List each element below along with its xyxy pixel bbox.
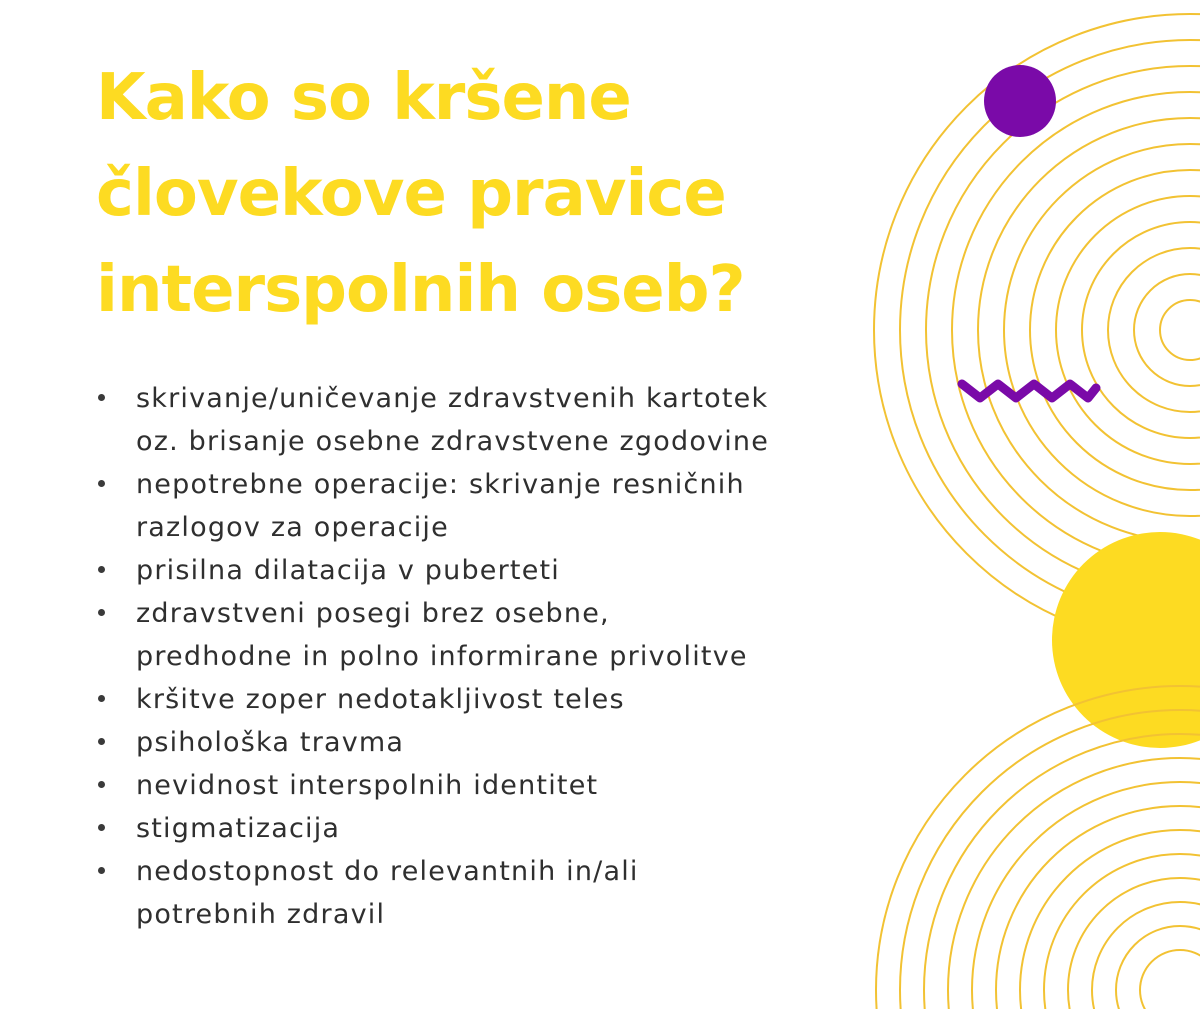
list-item bbox=[96, 592, 886, 678]
purple-dot-icon bbox=[984, 65, 1056, 137]
ring bbox=[1056, 196, 1200, 464]
list-item-text: razlogov za operacije bbox=[136, 512, 449, 543]
bullet-icon bbox=[98, 867, 105, 874]
bullet-icon bbox=[98, 394, 105, 401]
list-item-text: prisilna dilatacija v puberteti bbox=[136, 555, 560, 586]
ring bbox=[1134, 274, 1200, 386]
list-item bbox=[96, 678, 886, 721]
bullet-icon bbox=[98, 566, 105, 573]
list-item-text: nepotrebne operacije: skrivanje resničnih bbox=[136, 469, 745, 500]
page-title bbox=[96, 50, 936, 338]
list-item-text: zdravstveni posegi brez osebne, bbox=[136, 598, 610, 629]
ring bbox=[1082, 222, 1200, 438]
ring bbox=[1004, 144, 1200, 516]
list-item bbox=[96, 463, 886, 549]
list-item-text: predhodne in polno informirane privolitve bbox=[136, 641, 748, 672]
list-item-text: oz. brisanje osebne zdravstvene zgodovine bbox=[136, 426, 770, 457]
ring bbox=[1140, 950, 1200, 1009]
list-item bbox=[96, 807, 886, 850]
ring bbox=[1116, 926, 1200, 1009]
purple-zigzag-icon bbox=[962, 384, 1096, 398]
violations-list bbox=[96, 377, 886, 936]
list-item bbox=[96, 377, 886, 463]
ring bbox=[1092, 902, 1200, 1009]
list-item bbox=[96, 764, 886, 807]
ring bbox=[996, 806, 1200, 1009]
ring bbox=[978, 118, 1200, 542]
list-item-text: nevidnost interspolnih identitet bbox=[136, 770, 599, 801]
list-item-text: kršitve zoper nedotakljivost teles bbox=[136, 684, 625, 715]
ring bbox=[952, 92, 1200, 568]
bullet-icon bbox=[98, 781, 105, 788]
bullet-icon bbox=[98, 480, 105, 487]
ring bbox=[1160, 300, 1200, 360]
list-item-text: stigmatizacija bbox=[136, 813, 341, 844]
ring bbox=[1108, 248, 1200, 412]
list-item-text: skrivanje/uničevanje zdravstvenih kartotek bbox=[136, 383, 769, 414]
list-item bbox=[96, 850, 886, 936]
list-item bbox=[96, 549, 886, 592]
list-item-text: potrebnih zdravil bbox=[136, 899, 386, 930]
bullet-icon bbox=[98, 738, 105, 745]
ring bbox=[1020, 830, 1200, 1009]
title-line: Kako so kršene bbox=[96, 61, 631, 135]
ring bbox=[1068, 878, 1200, 1009]
ring bbox=[972, 782, 1200, 1009]
bullet-icon bbox=[98, 695, 105, 702]
list-item-text: psihološka travma bbox=[136, 727, 405, 758]
list-item-text: nedostopnost do relevantnih in/ali bbox=[136, 856, 639, 887]
list-item bbox=[96, 721, 886, 764]
ring bbox=[948, 758, 1200, 1009]
bullet-icon bbox=[98, 609, 105, 616]
title-line: interspolnih oseb? bbox=[96, 253, 745, 327]
title-line: človekove pravice bbox=[96, 157, 726, 231]
bullet-icon bbox=[98, 824, 105, 831]
